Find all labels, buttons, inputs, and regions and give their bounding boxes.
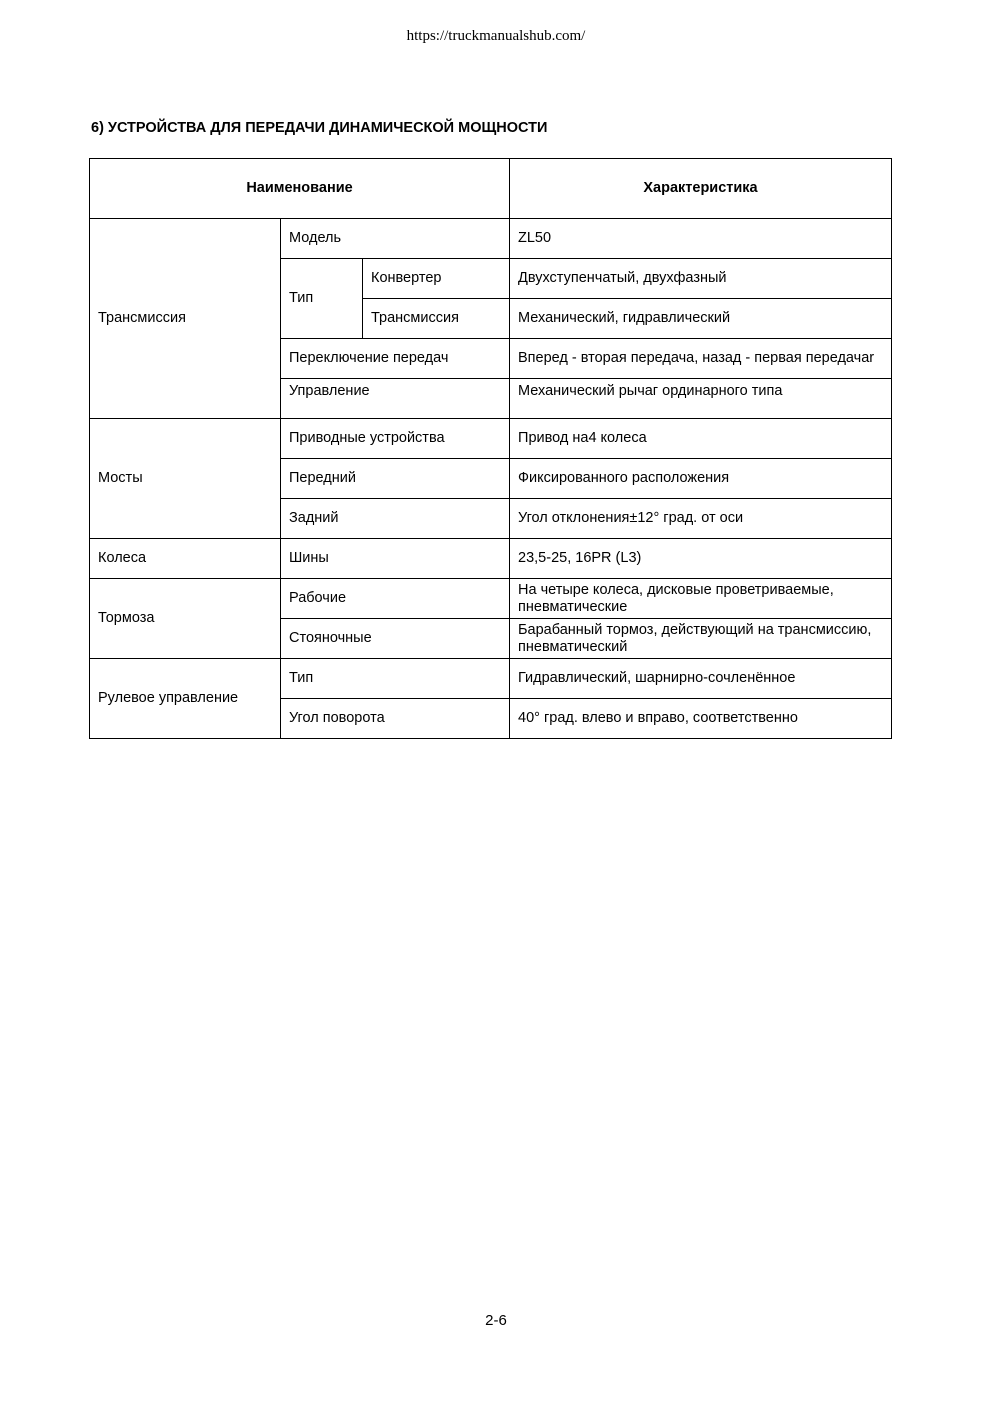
spec-table <box>89 158 892 739</box>
value-steering-type: Гидравлический, шарнирно-сочленённое <box>510 659 892 699</box>
header-name: Наименование <box>90 159 510 219</box>
param-control: Управление <box>281 379 510 419</box>
value-control: Механический рычаг ординарного типа <box>510 379 892 419</box>
table-header-row <box>90 159 892 219</box>
table-row <box>90 419 892 459</box>
value-parking-brake: Барабанный тормоз, действующий на трансмиссию, пневматический <box>510 619 892 659</box>
group-steering: Рулевое управление <box>90 659 281 739</box>
table-row <box>90 579 892 619</box>
param-steering-angle: Угол поворота <box>281 699 510 739</box>
value-tires: 23,5-25, 16PR (L3) <box>510 539 892 579</box>
group-axles: Мосты <box>90 419 281 539</box>
param-steering-type: Тип <box>281 659 510 699</box>
value-drive: Привод на4 колеса <box>510 419 892 459</box>
param-tires: Шины <box>281 539 510 579</box>
param-front: Передний <box>281 459 510 499</box>
param-rear: Задний <box>281 499 510 539</box>
group-transmission: Трансмиссия <box>90 219 281 419</box>
value-converter: Двухступенчатый, двухфазный <box>510 259 892 299</box>
value-model: ZL50 <box>510 219 892 259</box>
group-wheels: Колеса <box>90 539 281 579</box>
param-parking-brake: Стояночные <box>281 619 510 659</box>
value-front: Фиксированного расположения <box>510 459 892 499</box>
value-transmission: Механический, гидравлический <box>510 299 892 339</box>
value-steering-angle: 40° град. влево и вправо, соответственно <box>510 699 892 739</box>
table-row <box>90 539 892 579</box>
param-service-brake: Рабочие <box>281 579 510 619</box>
value-service-brake: На четыре колеса, дисковые проветриваемые, пневматические <box>510 579 892 619</box>
param-converter: Конвертер <box>363 259 510 299</box>
value-rear: Угол отклонения±12° град. от оси <box>510 499 892 539</box>
param-gear-shift: Переключение передач <box>281 339 510 379</box>
page-number: 2-6 <box>485 1312 507 1329</box>
group-brakes: Тормоза <box>90 579 281 659</box>
param-transmission: Трансмиссия <box>363 299 510 339</box>
header-spec: Характеристика <box>510 159 892 219</box>
table-row <box>90 219 892 259</box>
param-type: Тип <box>281 259 363 339</box>
source-url: https://truckmanualshub.com/ <box>406 28 586 44</box>
value-gear-shift: Вперед - вторая передача, назад - первая передачаr <box>510 339 892 379</box>
table-row <box>90 659 892 699</box>
param-drive: Приводные устройства <box>281 419 510 459</box>
param-model: Модель <box>281 219 510 259</box>
section-title: 6) УСТРОЙСТВА ДЛЯ ПЕРЕДАЧИ ДИНАМИЧЕСКОЙ МОЩНОСТИ <box>91 120 548 136</box>
